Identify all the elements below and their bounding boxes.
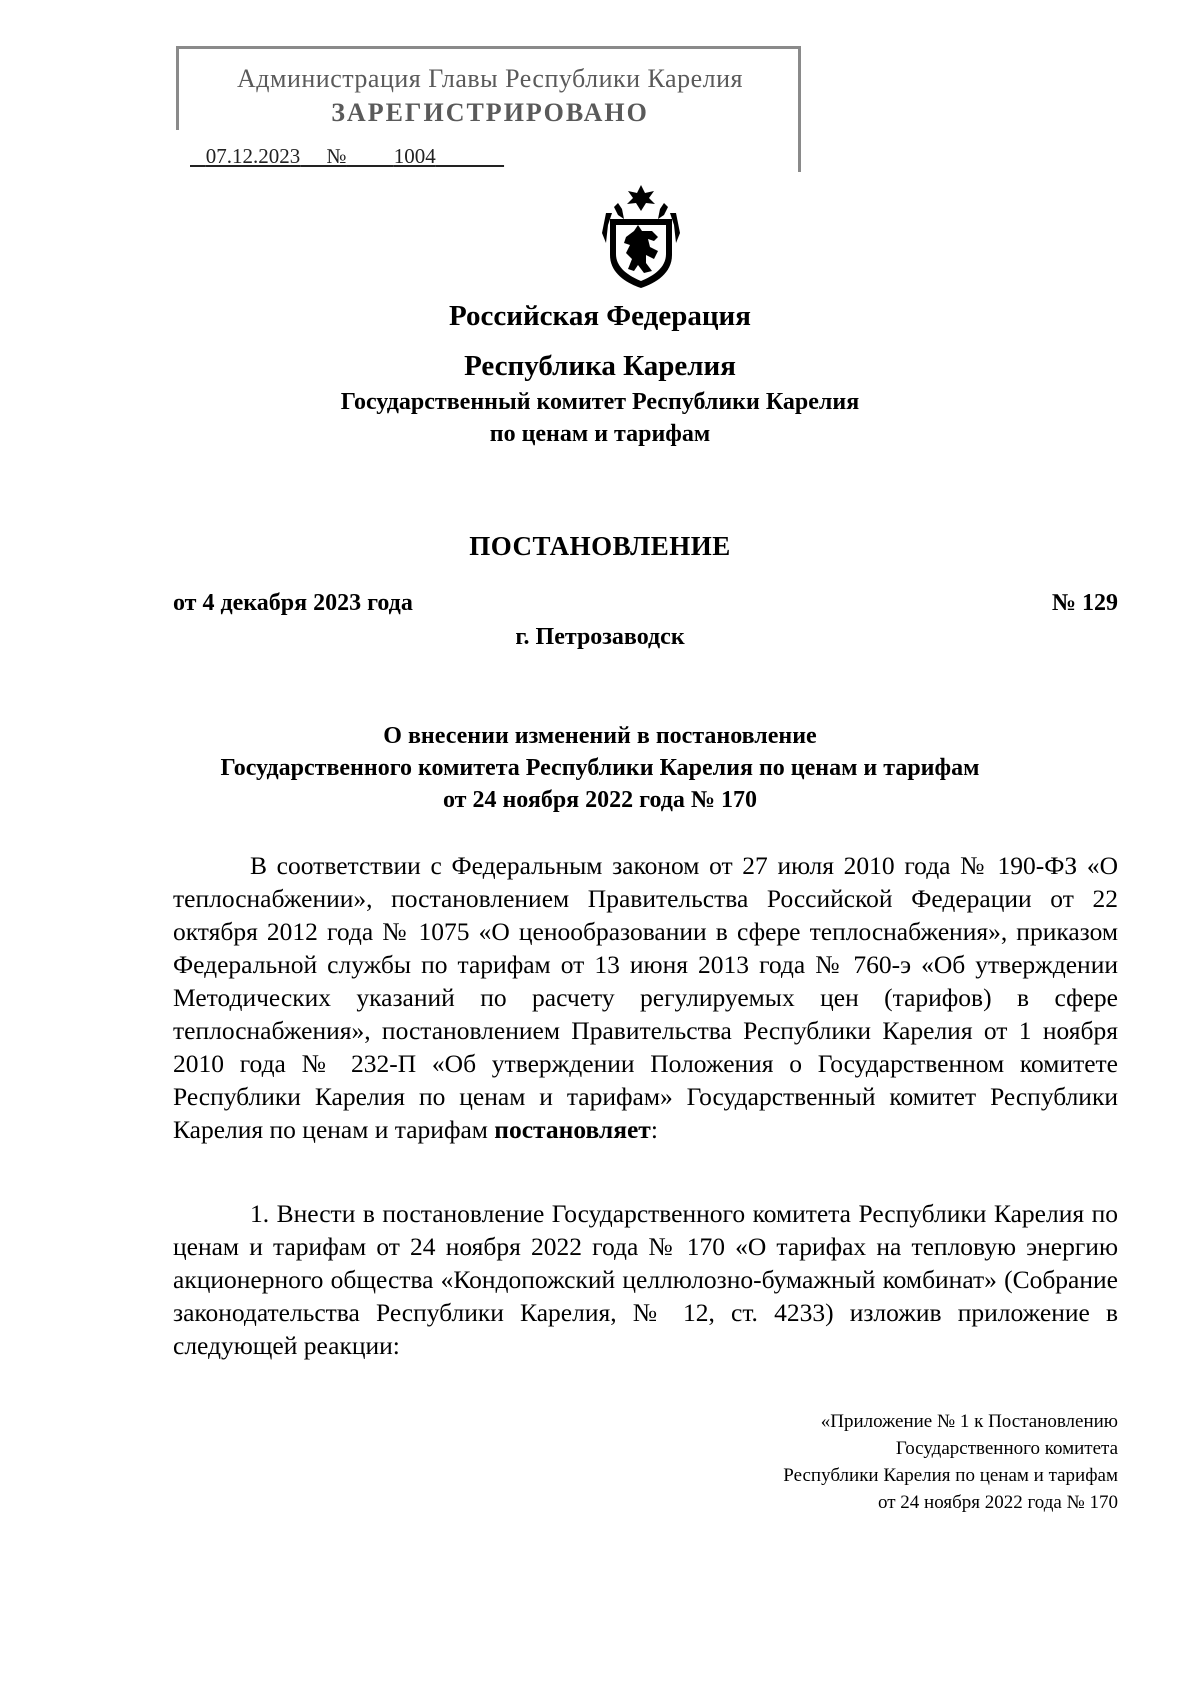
document-title-line1: О внесении изменений в постановление [383, 723, 817, 749]
stamp-registration-line [190, 144, 504, 169]
stamp-status: ЗАРЕГИСТРИРОВАНО [331, 98, 649, 127]
preamble-paragraph [173, 849, 1118, 1146]
header-committee-line2: по ценам и тарифам [489, 421, 711, 447]
document-number: № 129 [1051, 590, 1118, 616]
appendix-header [783, 1408, 1118, 1516]
header-committee-line1: Государственный комитет Республики Карелия [340, 389, 860, 415]
stamp-frame-gap [173, 130, 179, 175]
header-republic: Республика Карелия [464, 350, 736, 382]
preamble-text: В соответствии с Федеральным законом от 27 июля 2010 года № 190-ФЗ «О теплоснабжении», постановлением Правительства Российской Федерации от 22 октября 2012 года № 1075 «О ценообразовании в сфере теплоснабжения», приказом Федеральной службы по тарифам от 13 июня 2013 года № 760-э «Об утверждении Методических указаний по расчету регулируемых цен (тарифов) в сфере теплоснабжения», постановлением Правительства Республики Карелия от 1 ноября 2010 года № 232-П «Об утверждении Положения о Государственном комитете Республики Карелия по ценам и тарифам» Государственный комитет Республики Карелия по ценам и тарифам [173, 851, 1118, 1144]
preamble-bold-word: постановляет [494, 1115, 651, 1144]
document-date-line [173, 590, 1118, 617]
appendix-line2: Государственного комитета [895, 1438, 1118, 1459]
document-date: от 4 декабря 2023 года [173, 590, 413, 616]
stamp-organization: Администрация Главы Республики Карелия [237, 64, 743, 93]
document-city: г. Петрозаводск [515, 624, 685, 650]
appendix-line3: Республики Карелия по ценам и тарифам [783, 1465, 1118, 1486]
coat-of-arms-icon [596, 185, 686, 290]
appendix-line1: «Приложение № 1 к Постановлению [820, 1411, 1118, 1432]
document-title-line3: от 24 ноября 2022 года № 170 [442, 787, 758, 813]
preamble-end: : [650, 1115, 658, 1144]
stamp-number: 1004 [393, 144, 436, 168]
item-1-paragraph: 1. Внести в постановление Государственного комитета Республики Карелия по ценам и тарифам от 24 ноября 2022 года № 170 «О тарифах на тепловую энергию акционерного общества «Кондопожский целлюлозно-бумажный комбинат» (Собрание законодательства Республики Карелия, № 12, ст. 4233) изложив приложение в следующей реакции: [173, 1199, 1118, 1360]
appendix-line4: от 24 ноября 2022 года № 170 [877, 1492, 1118, 1513]
document-type: ПОСТАНОВЛЕНИЕ [469, 531, 731, 561]
stamp-number-sign: № [326, 144, 347, 168]
document-title-line2: Государственного комитета Республики Карелия по ценам и тарифам [220, 755, 980, 781]
stamp-date: 07.12.2023 [205, 144, 301, 168]
header-country: Российская Федерация [449, 300, 751, 332]
document-title [0, 720, 1200, 816]
